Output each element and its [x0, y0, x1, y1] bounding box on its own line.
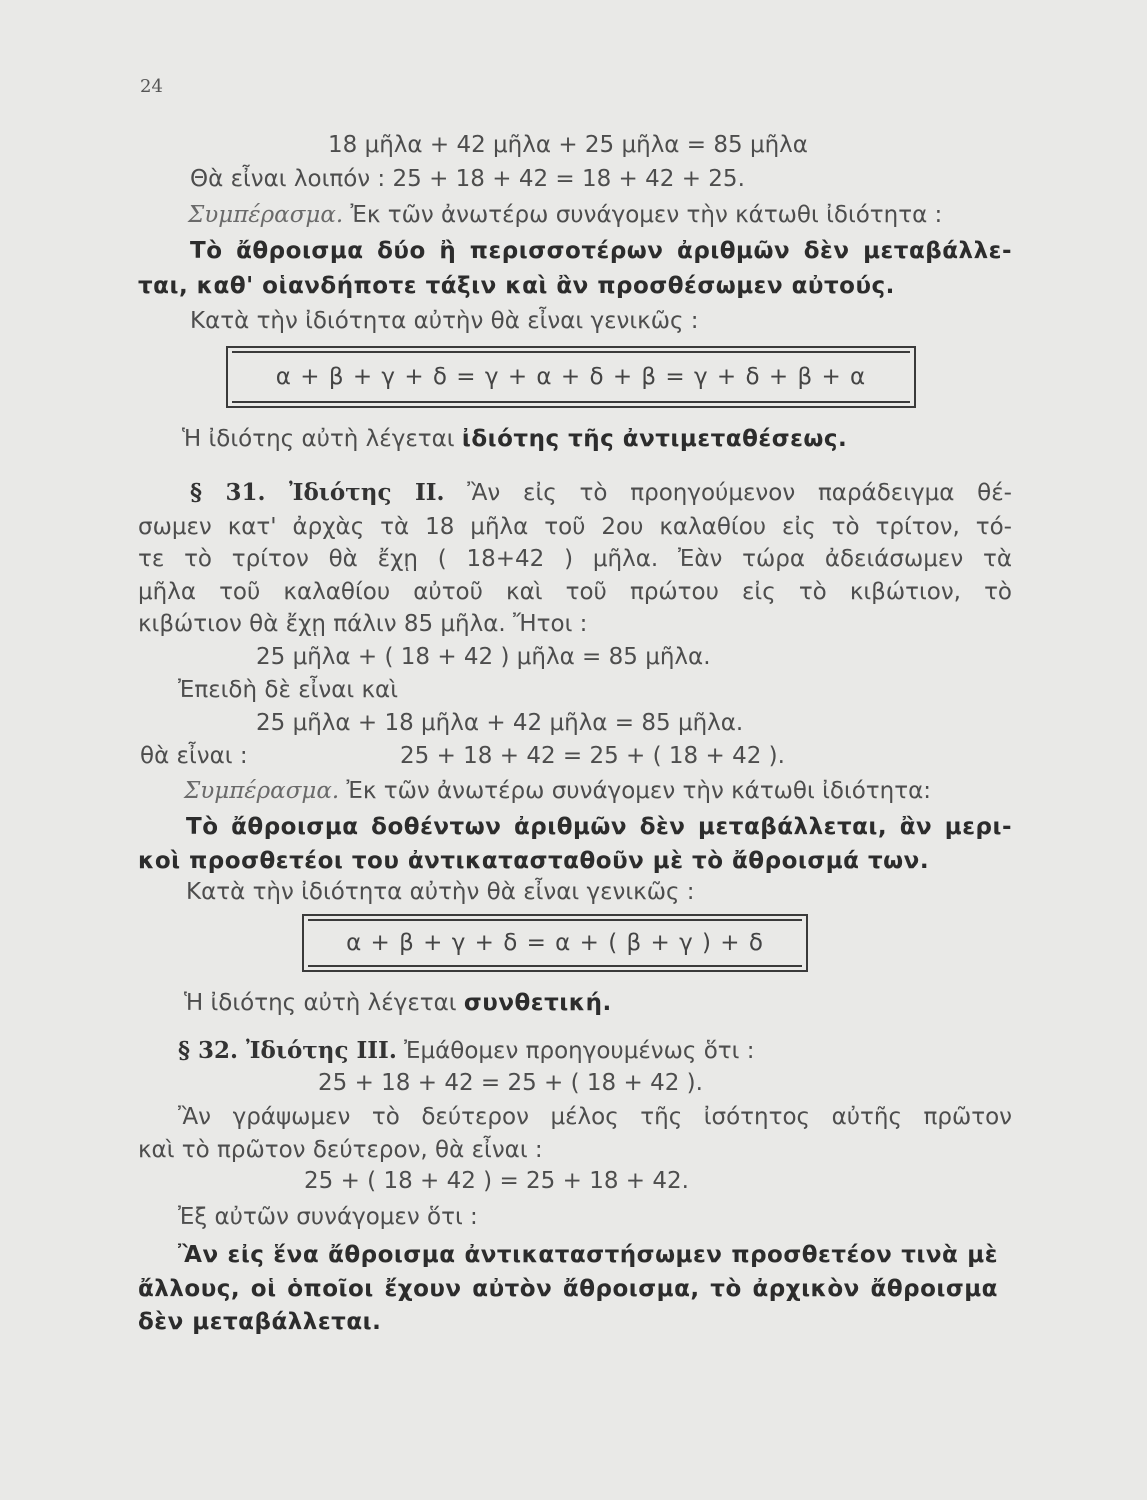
rule-statement: Τὸ ἄθροισμα δύο ἢ περισσοτέρων ἀριθμῶν δὲν μεταβάλλε-	[190, 238, 1012, 264]
section-32-heading	[178, 1036, 755, 1066]
text-line: θὰ εἶναι :	[140, 743, 248, 769]
formula-box-commutative	[226, 346, 916, 408]
text-line	[188, 200, 942, 230]
section-title: § 32. Ἰδιότης III.	[178, 1037, 397, 1064]
text-span: Ἐκ τῶν ἀνωτέρω συνάγομεν τὴν κάτωθι ἰδιότητα :	[343, 202, 943, 228]
conclusion-label: Συμπέρασμα.	[184, 778, 340, 804]
text-line: τε τὸ τρίτον θὰ ἔχῃ ( 18+42 ) μῆλα. Ἐὰν τώρα ἀδειάσωμεν τὰ	[138, 546, 1012, 572]
text-line: Κατὰ τὴν ἰδιότητα αὐτὴν θὰ εἶναι γενικῶς :	[186, 879, 695, 905]
property-name: συνθετική.	[463, 990, 612, 1016]
text-span: Ἐκ τῶν ἀνωτέρω συνάγομεν τὴν κάτωθι ἰδιότητα:	[339, 778, 931, 804]
property-name: ἰδιότης τῆς ἀντιμεταθέσεως.	[461, 426, 848, 452]
page-number: 24	[140, 76, 163, 97]
text-line: Κατὰ τὴν ἰδιότητα αὐτὴν θὰ εἶναι γενικῶς :	[190, 308, 699, 334]
text-line: σωμεν κατ' ἀρχὰς τὰ 18 μῆλα τοῦ 2ου καλαθίου εἰς τὸ τρίτον, τό-	[138, 514, 1012, 540]
text-line: Ἂν γράψωμεν τὸ δεύτερον μέλος τῆς ἰσότητος αὐτῆς πρῶτον	[178, 1104, 1012, 1130]
text-line: Ἐξ αὐτῶν συνάγομεν ὅτι :	[178, 1204, 478, 1230]
text-span: Ἂν εἰς τὸ προηγούμενον παράδειγμα θέ-	[444, 480, 1012, 506]
text-span: Ἡ ἰδιότης αὐτὴ λέγεται	[184, 990, 464, 1016]
rule-statement: δὲν μεταβάλλεται.	[138, 1309, 382, 1335]
formula-commutative: α + β + γ + δ = γ + α + δ + β = γ + δ + β + α	[275, 364, 867, 390]
rule-statement: ται, καθ' οἱανδήποτε τάξιν καὶ ἂν προσθέσωμεν αὐτούς.	[138, 273, 895, 299]
formula-box-associative	[302, 914, 808, 972]
text-line	[182, 424, 847, 454]
text-span: Ἐμάθομεν προηγουμένως ὅτι :	[396, 1038, 755, 1064]
equation: 25 + 18 + 42 = 25 + ( 18 + 42 ).	[400, 743, 785, 769]
equation: 25 μῆλα + ( 18 + 42 ) μῆλα = 85 μῆλα.	[256, 644, 711, 670]
equation: 25 + ( 18 + 42 ) = 25 + 18 + 42.	[304, 1168, 689, 1194]
text-span: Ἡ ἰδιότης αὐτὴ λέγεται	[182, 426, 462, 452]
rule-statement: Ἂν εἰς ἕνα ἄθροισμα ἀντικαταστήσωμεν προσθετέον τινὰ μὲ	[178, 1242, 998, 1268]
text-line: κιβώτιον θὰ ἔχῃ πάλιν 85 μῆλα. Ἤτοι :	[138, 611, 588, 637]
rule-statement: ἄλλους, οἱ ὁποῖοι ἔχουν αὐτὸν ἄθροισμα, τὸ ἀρχικὸν ἄθροισμα	[138, 1276, 998, 1302]
text-line: μῆλα τοῦ καλαθίου αὐτοῦ καὶ τοῦ πρώτου εἰς τὸ κιβώτιον, τὸ	[138, 579, 1012, 605]
section-title: § 31. Ἰδιότης II.	[190, 479, 445, 506]
formula-associative: α + β + γ + δ = α + ( β + γ ) + δ	[346, 930, 764, 956]
equation: 25 μῆλα + 18 μῆλα + 42 μῆλα = 85 μῆλα.	[256, 710, 744, 736]
text-line: Θὰ εἶναι λοιπόν : 25 + 18 + 42 = 18 + 42 + 25.	[190, 166, 745, 192]
text-line: Ἐπειδὴ δὲ εἶναι καὶ	[178, 677, 399, 703]
section-31-heading	[190, 478, 1012, 508]
text-line: καὶ τὸ πρῶτον δεύτερον, θὰ εἶναι :	[138, 1137, 543, 1163]
text-line	[184, 988, 612, 1018]
conclusion-label: Συμπέρασμα.	[188, 202, 344, 228]
rule-statement: Τὸ ἄθροισμα δοθέντων ἀριθμῶν δὲν μεταβάλλεται, ἂν μερι-	[186, 814, 1012, 840]
equation: 25 + 18 + 42 = 25 + ( 18 + 42 ).	[318, 1070, 703, 1096]
equation-apples: 18 μῆλα + 42 μῆλα + 25 μῆλα = 85 μῆλα	[328, 132, 808, 158]
rule-statement: κοὶ προσθετέοι του ἀντικατασταθοῦν μὲ τὸ ἄθροισμά των.	[138, 848, 930, 874]
text-line	[184, 776, 931, 806]
